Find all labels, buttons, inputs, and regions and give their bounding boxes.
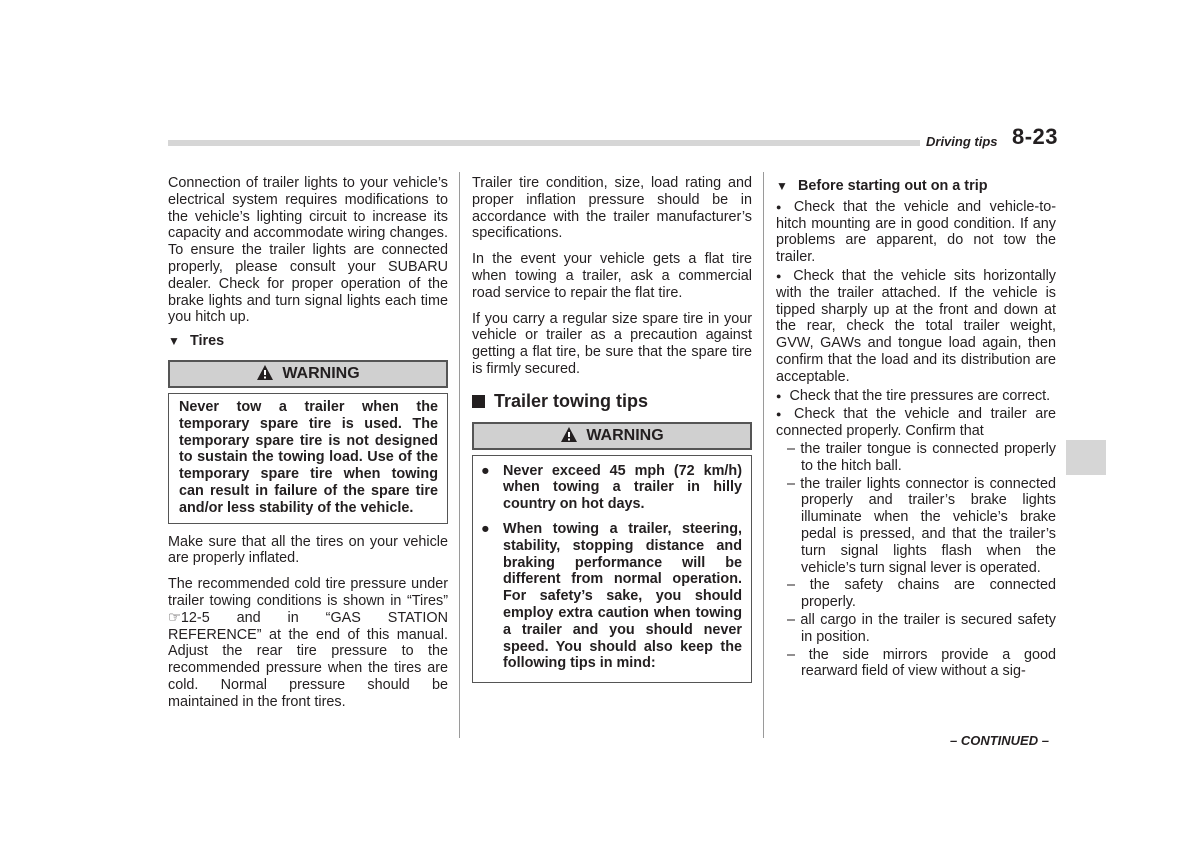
reference-icon: ☞: [168, 609, 181, 626]
pressure-text-a: The recommended cold tire pressure under trailer towing conditions is shown in “Tires”: [168, 576, 448, 609]
warning-bullet-text: When towing a trailer, steering, stability, stopping distance and braking performance will be different from normal operation. For safety’s sake, you should employ extra caution when towing a trailer and you should never speed. You should also keep the following tips in mind:: [503, 520, 742, 672]
bullet-icon: ●: [481, 462, 490, 479]
bullet-icon: ●: [776, 409, 787, 420]
check-item-text: Check that the vehicle and trailer are connected properly. Confirm that: [776, 406, 1057, 440]
flat-tire-paragraph: In the event your vehicle gets a flat tire when towing a trailer, ask a commercial road service to repair the flat tire.: [472, 251, 752, 301]
bullet-icon: ●: [481, 520, 490, 537]
intro-paragraph: Connection of trailer lights to your vehicle’s electrical system requires modifications to the vehicle’s lighting circuit to increase its capacity and accommodate wiring changes. To ensure the trailer lights are connected properly, please consult your SUBARU dealer. Check for proper operation of the brake lights and turn signal lights each time you hitch up.: [168, 175, 448, 326]
warning-text: Never tow a trailer when the temporary spare tire is used. The temporary spare tire is not designed to sustain the towing load. Use of the temporary spare tire when towing can result in failure of the spare tire and/or less stability of the vehicle.: [179, 398, 438, 516]
confirm-item: – the trailer tongue is connected properly to the hitch ball.: [787, 440, 1056, 474]
bullet-icon: ●: [776, 270, 786, 281]
pressure-text-b: 12-5 and in “GAS STATION REFERENCE” at the end of this manual. Adjust the rear tire pressure to the recommended pressure when the tires are cold. Normal pressure should be maintained in the front tires.: [168, 609, 448, 710]
column-divider: [459, 172, 460, 738]
warning-label: WARNING: [586, 426, 664, 444]
warning-header: [472, 422, 752, 450]
warning-triangle-icon: [256, 364, 274, 381]
check-item: [776, 268, 1056, 386]
continued-label: – CONTINUED –: [950, 733, 1049, 748]
page-number: 8-23: [1012, 124, 1059, 149]
warning-bullet: [481, 521, 742, 672]
warning-box: [168, 360, 448, 524]
tires-title: Tires: [190, 333, 225, 350]
column-divider: [763, 172, 764, 738]
warning-body: [168, 393, 448, 524]
check-item-text: Check that the tire pressures are correct.: [789, 387, 1051, 404]
triangle-marker-icon: ▼: [776, 179, 788, 193]
check-item: [776, 388, 1056, 405]
triangle-marker-icon: ▼: [168, 334, 180, 349]
warning-label: WARNING: [282, 364, 360, 382]
pressure-paragraph: [168, 576, 448, 710]
confirm-item: – all cargo in the trailer is secured safety in position.: [787, 611, 1056, 645]
section-heading: [472, 390, 752, 411]
bullet-icon: ●: [776, 390, 782, 401]
tires-subheading: [168, 333, 448, 350]
section-title: Driving tips: [926, 134, 998, 149]
warning-bullet-text: Never exceed 45 mph (72 km/h) when towing a trailer in hilly country on hot days.: [503, 462, 742, 513]
section-heading-text: Trailer towing tips: [494, 390, 649, 411]
warning-box-2: [472, 422, 752, 684]
trailer-tire-paragraph: Trailer tire condition, size, load rating and proper inflation pressure should be in accordance with the trailer manufacturer’s specifications.: [472, 175, 752, 242]
checklist: [776, 199, 1056, 440]
square-marker-icon: [472, 395, 485, 408]
warning-triangle-icon: [560, 426, 578, 443]
trip-subheading: [776, 178, 1056, 195]
trip-title: Before starting out on a trip: [798, 178, 988, 194]
confirm-item: – the trailer lights connector is connected properly and trailer’s brake lights illuminate when the vehicle’s brake pedal is pressed, and that the trailer’s turn signal lights flash when the vehicle’s turn signal lever is operated.: [787, 475, 1056, 576]
confirm-list: [776, 441, 1056, 680]
header-rule: [168, 140, 920, 146]
warning-body: [472, 455, 752, 684]
check-item-text: Check that the vehicle and vehicle-to-hitch mounting are in good condition. If any problems are apparent, do not tow the trailer.: [776, 198, 1056, 266]
check-item-text: Check that the vehicle sits horizontally with the trailer attached. If the vehicle is tipped sharply up at the front and down at the rear, check the total trailer weight, GVW, GAWs and tongue load again, then confirm that the load and its distribution are acceptable.: [776, 267, 1056, 385]
warning-bullet: [481, 463, 742, 513]
check-item: [776, 199, 1056, 266]
bullet-icon: ●: [776, 201, 786, 212]
chapter-side-tab: [1066, 440, 1106, 475]
column-3: [776, 178, 1056, 680]
column-1: [168, 175, 448, 711]
confirm-item: – the side mirrors provide a good rearward field of view without a sig-: [787, 646, 1056, 680]
inflation-paragraph: Make sure that all the tires on your vehicle are properly inflated.: [168, 533, 448, 567]
confirm-item: – the safety chains are connected properly.: [787, 577, 1056, 611]
column-2: [472, 175, 752, 683]
check-item: [776, 406, 1056, 440]
spare-tire-paragraph: If you carry a regular size spare tire in your vehicle or trailer as a precaution against getting a flat tire, be sure that the spare tire is firmly secured.: [472, 310, 752, 377]
warning-header: [168, 360, 448, 388]
